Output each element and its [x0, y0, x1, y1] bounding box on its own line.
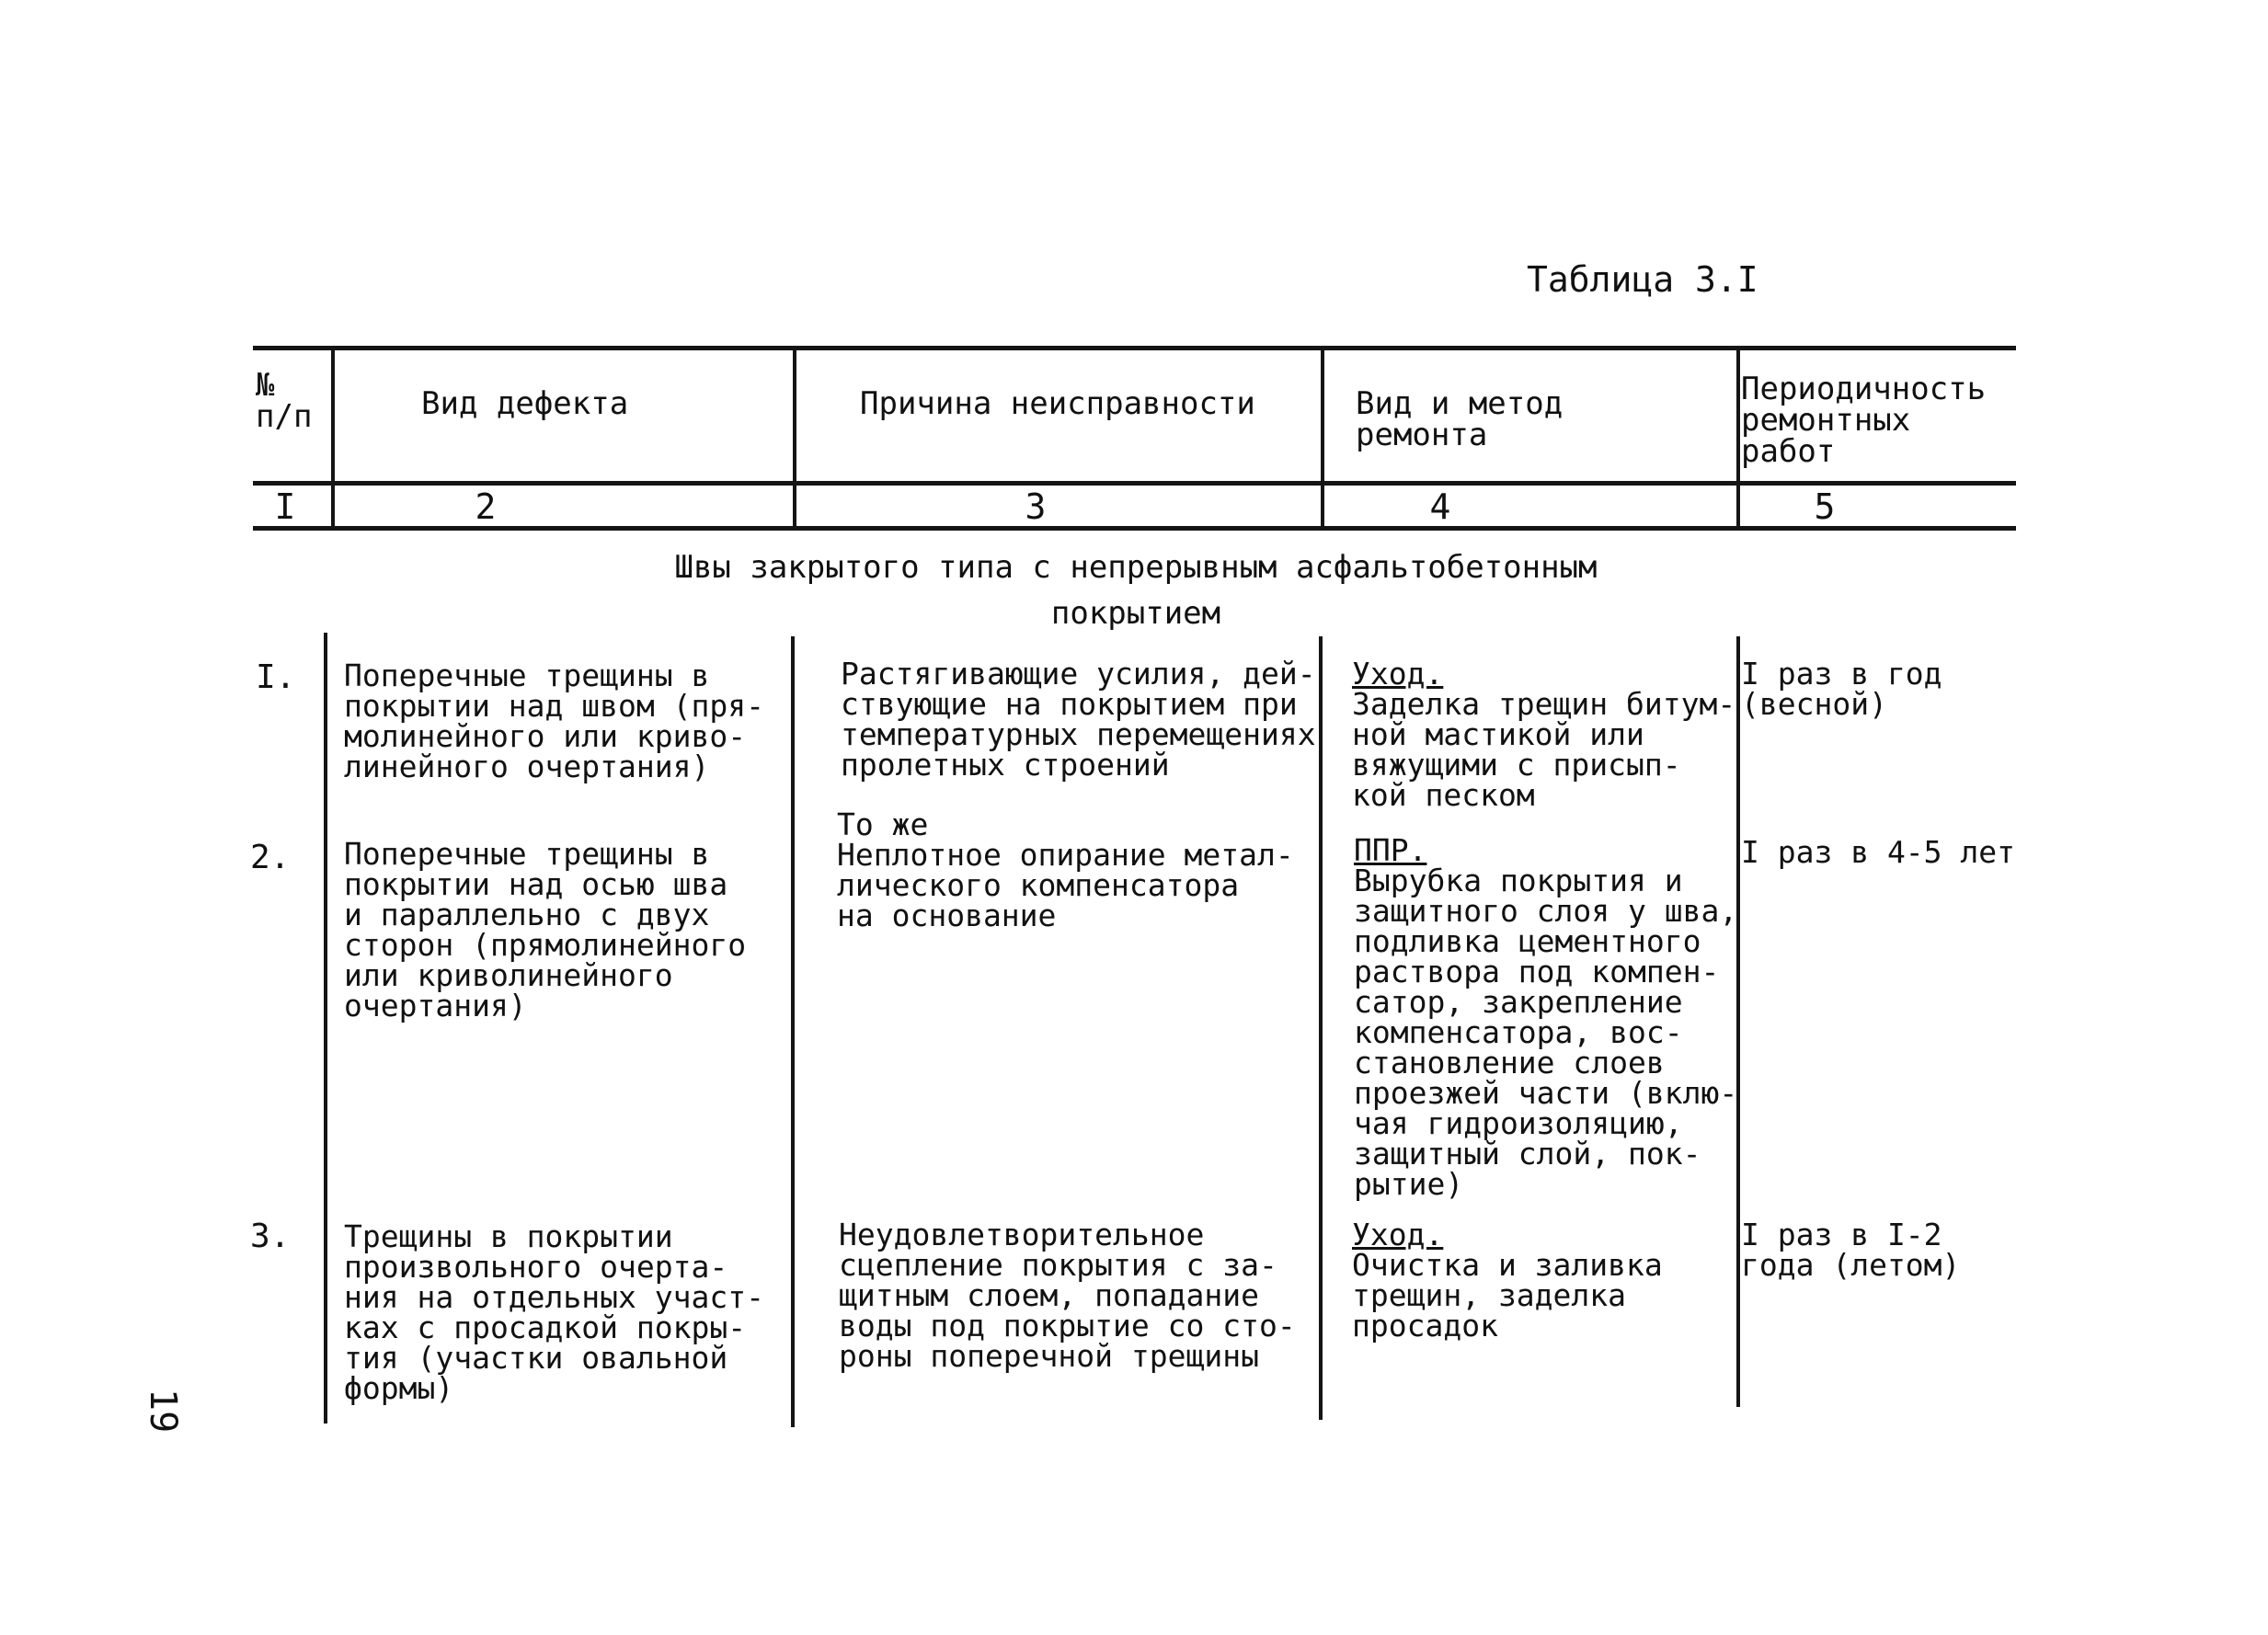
header-divider-3 — [1321, 346, 1324, 526]
row-2-defect: Поперечные трещины в покрытии над осью шва и параллельно с двух сторон (прямолинейного или криволинейного очертания) — [344, 836, 747, 1023]
row-2-method-title: ППР. — [1354, 832, 1427, 868]
section-title: Швы закрытого типа с непрерывным асфальтобетонным покрытием — [674, 549, 1598, 632]
column-number-1: I — [274, 486, 296, 527]
row-2-period: I раз в 4-5 лет — [1741, 834, 2016, 870]
column-number-2: 2 — [475, 486, 497, 527]
body-divider-2 — [791, 636, 795, 1427]
row-2-method: Вырубка покрытия и защитного слоя у шва, подливка цементного раствора под компен- сатор, закрепление компенсатора, вос- становление слоев проезжей части (вклю- чая гидроизоляцию, защитный слой, пок- рытие) — [1354, 863, 1738, 1202]
row-3-method: Очистка и заливка трещин, заделка просадок — [1352, 1247, 1663, 1343]
body-divider-1 — [324, 633, 327, 1423]
row-3-method-title: Уход. — [1352, 1217, 1444, 1252]
header-divider-4 — [1736, 346, 1740, 526]
row-1-method: Заделка трещин битум- ной мастикой или вяжущими с присып- кой песком — [1352, 686, 1736, 813]
header-col-defect: Вид дефекта — [421, 385, 629, 422]
header-col-method: Вид и метод ремонта — [1356, 385, 1564, 453]
header-divider-1 — [331, 346, 335, 526]
row-3-cause: Неудовлетворительное сцепление покрытия с за- щитным слоем, попадание воды под покрытие со сто- роны поперечной трещины — [839, 1217, 1296, 1374]
header-col-period: Периодичность ремонтных работ — [1741, 371, 1987, 470]
row-1-cause: Растягивающие усилия, дей- ствующие на покрытием при температурных перемещениях пролетных строений — [841, 656, 1316, 783]
header-col-cause: Причина неисправности — [860, 385, 1255, 422]
header-col-number: № п/п — [256, 367, 313, 435]
row-2-number: 2. — [250, 839, 291, 876]
column-number-5: 5 — [1814, 486, 1836, 527]
column-number-3: 3 — [1025, 486, 1047, 527]
row-3-number: 3. — [250, 1218, 291, 1255]
row-2-cause: Неплотное опирание метал- лического компенсатора на основание — [837, 837, 1294, 933]
row-1-number: I. — [256, 658, 296, 696]
row-1-period: I раз в год (весной) — [1741, 656, 1942, 722]
header-divider-2 — [793, 346, 796, 526]
page-number: 19 — [142, 1389, 184, 1434]
row-3-defect: Трещины в покрытии произвольного очерта- ния на отдельных участ- ках с просадкой покры- тия (участки овальной формы) — [344, 1218, 764, 1406]
column-number-4: 4 — [1429, 486, 1451, 527]
table-caption: Таблица 3.I — [1527, 259, 1758, 300]
body-divider-3 — [1319, 636, 1323, 1420]
row-1-method-title: Уход. — [1352, 656, 1444, 692]
numbers-bottom-rule — [253, 526, 2016, 531]
header-bottom-rule — [253, 481, 2016, 486]
row-3-period: I раз в I-2 года (летом) — [1741, 1217, 1961, 1283]
row-2-cause-prefix: То же — [837, 806, 929, 842]
row-1-defect: Поперечные трещины в покрытии над швом (пря- молинейного или криво- линейного очертания) — [344, 657, 764, 784]
table-top-rule — [253, 346, 2016, 350]
